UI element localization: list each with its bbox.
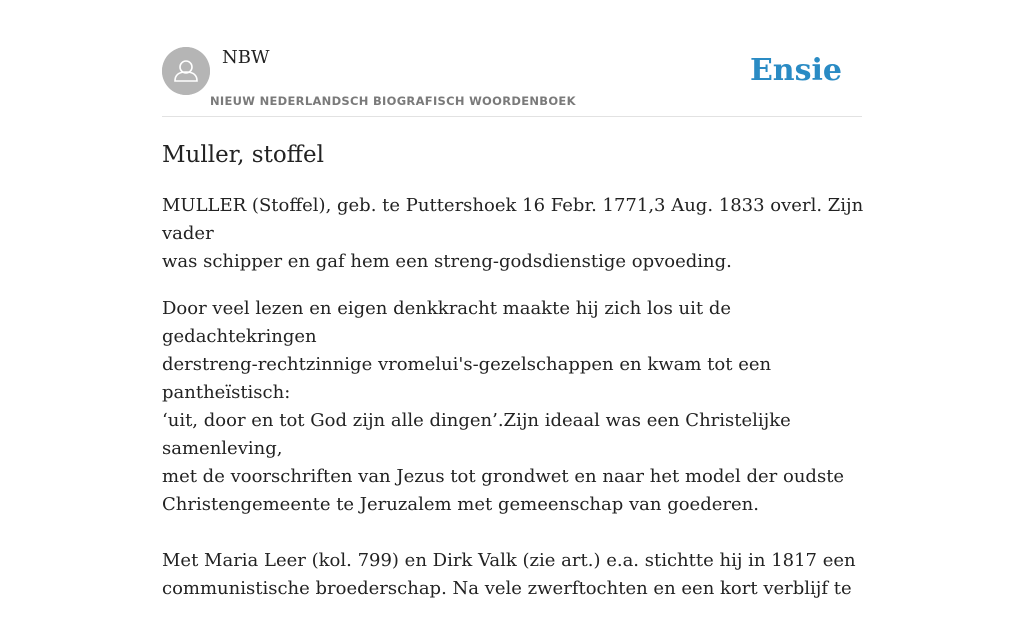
article-paragraph: MULLER (Stoffel), geb. te Puttershoek 16 Febr. 1771,3 Aug. 1833 overl. Zijn vader was schipper en gaf hem een streng-godsdienstige opvoeding. xyxy=(162,195,864,272)
article-title: Muller, stoffel xyxy=(162,142,324,168)
article-paragraph: Met Maria Leer (kol. 799) en Dirk Valk (zie art.) e.a. stichtte hij in 1817 een communistische broederschap. Na vele zwerftochten en een kort verblijf te xyxy=(162,550,856,599)
source-subtitle: NIEUW NEDERLANDSCH BIOGRAFISCH WOORDENBOEK xyxy=(210,94,576,108)
article-paragraph: Door veel lezen en eigen denkkracht maakte hij zich los uit de gedachtekringen derstreng-rechtzinnige vromelui's-gezelschappen en kwam tot een pantheïstisch: ‘uit, door en tot God zijn alle dingen’.Zijn ideaal was een Christelijke samenleving, met de voorschriften van Jezus tot grondwet en naar het model der oudste Christengemeente te Jeruzalem met gemeenschap van goederen. xyxy=(162,298,845,515)
brand-logo-link[interactable]: Ensie xyxy=(749,53,842,88)
user-silhouette-icon[interactable] xyxy=(162,47,210,95)
source-name-link[interactable]: NBW xyxy=(222,47,270,68)
article-body xyxy=(162,192,882,622)
paragraph-spacer xyxy=(162,519,882,547)
source-header xyxy=(162,46,862,117)
